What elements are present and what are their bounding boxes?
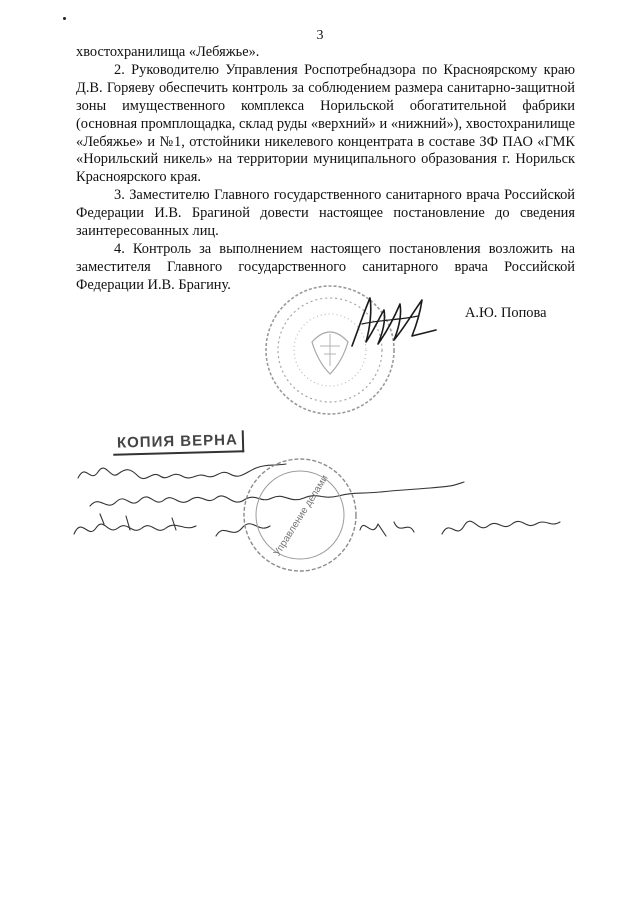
signature-mark: [348, 290, 440, 352]
paragraph-item-3: 3. Заместителю Главного государственного санитарного врача Российской Федерации И.В. Брагиной довести настоящее постановление до сведения заинтересованных лиц.: [76, 187, 575, 240]
scan-speck: [63, 17, 66, 20]
paragraph-item-2: 2. Руководителю Управления Роспотребнадзора по Красноярскому краю Д.В. Горяеву обеспечить контроль за соблюдением размера санитарно-защитной зоны имущественного комплекса Норильской обогатительной фабрики (основная промплощадка, склад руды «верхний» и «нижний»), хвостохранилище «Лебяжье» и №1, отстойники никелевого концентрата в составе ЗФ ПАО «ГМК «Норильский никель» на территории муниципального образования г. Норильск Красноярского края.: [76, 61, 575, 186]
paragraph-continuation: хвостохранилища «Лебяжье».: [76, 44, 260, 60]
round-stamp-text: Управление делами: [271, 473, 331, 559]
copy-certified-stamp: КОПИЯ ВЕРНА: [113, 430, 244, 455]
round-stamp: [240, 455, 360, 575]
signer-name: А.Ю. Попова: [465, 305, 547, 321]
document-body: [76, 44, 575, 295]
paragraph-item-4: 4. Контроль за выполнением настоящего постановления возложить на заместителя Главного государственного санитарного врача Российской Федерации И.В. Брагину.: [76, 240, 575, 293]
page-number: 3: [316, 28, 324, 43]
